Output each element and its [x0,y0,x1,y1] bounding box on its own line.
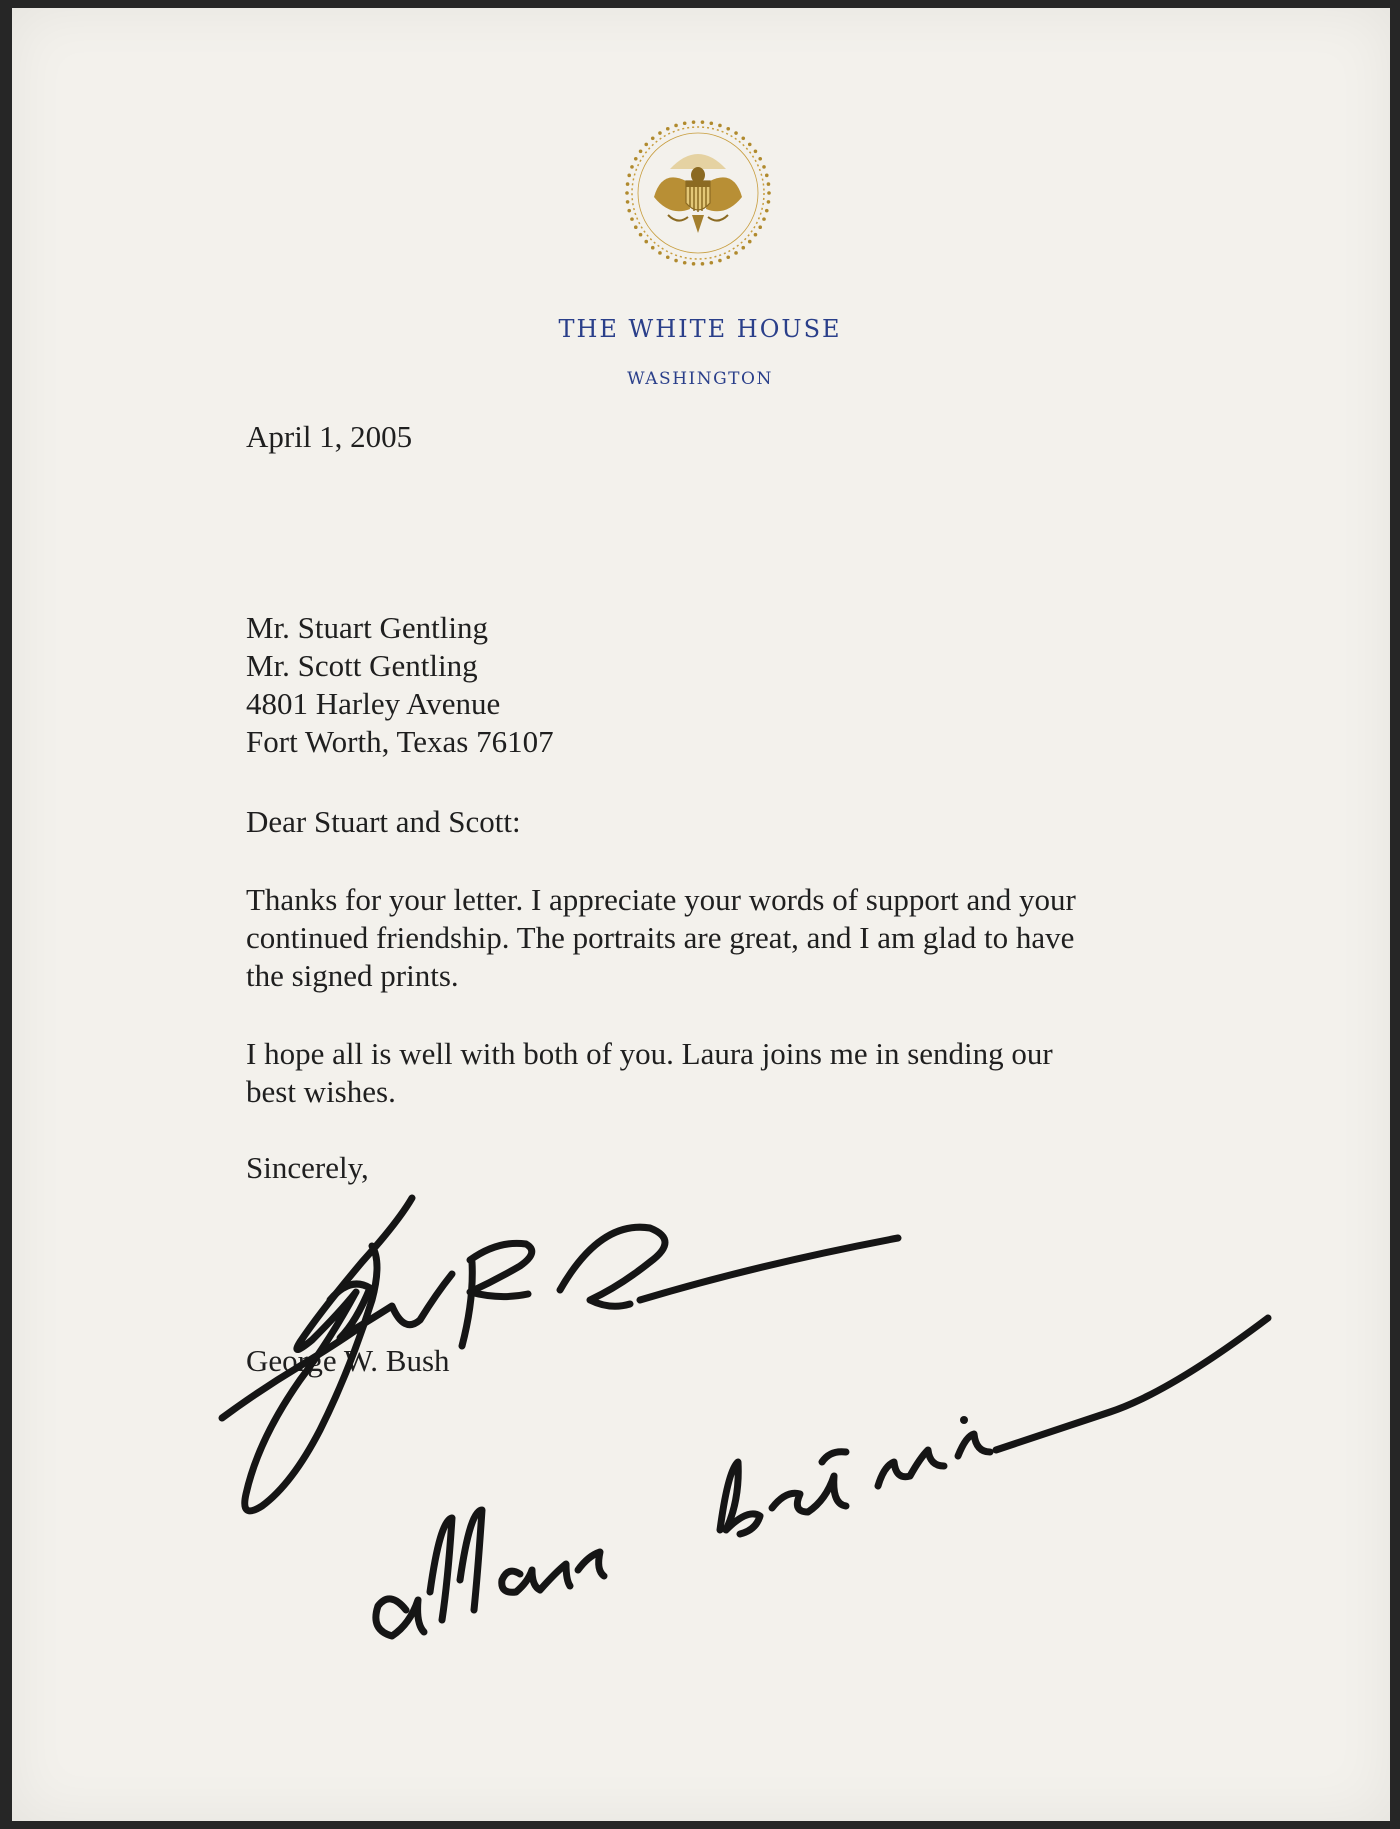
seal-star [674,124,678,128]
seal-star [765,174,769,178]
paragraph-line: best wishes. [246,1074,396,1109]
seal-star [634,225,638,229]
seal-star [658,131,662,135]
address-line: Mr. Stuart Gentling [246,610,488,645]
seal-star [644,240,648,244]
presidential-seal-icon [622,117,774,269]
seal-star [701,120,705,124]
seal-star [765,209,769,213]
body-paragraph-2 [246,1035,1053,1111]
seal-star [710,261,714,265]
letter-date: April 1, 2005 [246,419,413,454]
paragraph-line: continued friendship. The portraits are great, and I am glad to have [246,920,1075,955]
seal-star [726,127,730,131]
seal-star [758,157,762,161]
typed-signature-name: George W. Bush [246,1343,450,1378]
closing: Sincerely, [246,1150,369,1185]
address-line: Mr. Scott Gentling [246,648,478,683]
seal-star [630,217,634,221]
seal-star [767,191,771,195]
seal-star [626,182,630,186]
seal-star [683,121,687,125]
seal-star [666,127,670,131]
seal-star [627,209,631,213]
letterhead-title: THE WHITE HOUSE [558,315,842,343]
seal-star [767,200,771,204]
seal-star [627,174,631,178]
seal-star [639,233,643,237]
seal-star [625,191,629,195]
body-paragraph-1 [246,881,1076,995]
recipient-address [246,609,554,761]
seal-star [666,255,670,259]
seal-star [741,246,745,250]
seal-star [767,182,771,186]
seal-star [718,259,722,263]
seal-star [754,149,758,153]
seal-star [710,121,714,125]
seal-star [651,246,655,250]
seal-star [734,251,738,255]
seal-star [762,217,766,221]
seal-star [692,120,696,124]
paragraph-line: I hope all is well with both of you. Laura joins me in sending our [246,1036,1053,1071]
seal-star [758,225,762,229]
seal-star [626,200,630,204]
seal-star [748,143,752,147]
seal-star [692,262,696,266]
seal-star [651,136,655,140]
seal-star [726,255,730,259]
seal-star [734,131,738,135]
seal-star [741,136,745,140]
seal-star [639,149,643,153]
seal-star [658,251,662,255]
seal-star [762,165,766,169]
seal-star [748,240,752,244]
seal-star [683,261,687,265]
paragraph-line: Thanks for your letter. I appreciate your words of support and your [246,882,1076,917]
seal-star [754,233,758,237]
seal-star [644,143,648,147]
seal-star [718,124,722,128]
address-line: Fort Worth, Texas 76107 [246,724,554,759]
letterhead-subtitle: WASHINGTON [627,369,773,389]
seal-star [634,157,638,161]
paragraph-line: the signed prints. [246,958,459,993]
seal-star [701,262,705,266]
address-line: 4801 Harley Avenue [246,686,501,721]
seal-star [674,259,678,263]
salutation: Dear Stuart and Scott: [246,804,521,839]
seal-star [630,165,634,169]
